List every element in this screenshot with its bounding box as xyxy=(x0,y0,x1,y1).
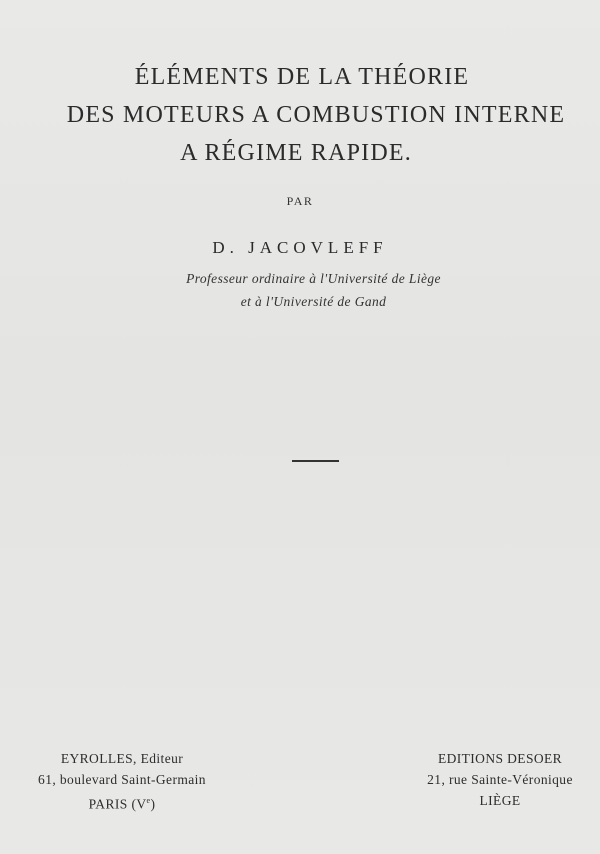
book-title xyxy=(0,58,600,172)
publisher-liege-address: 21, rue Sainte-Véronique xyxy=(427,772,573,787)
title-line-2: DES MOTEURS A COMBUSTION INTERNE xyxy=(66,102,566,128)
publisher-paris-name: EYROLLES, Editeur xyxy=(60,751,184,766)
publisher-liege-city: LIÈGE xyxy=(479,793,521,808)
author-affiliation-line-1: Professeur ordinaire à l'Université de Liège xyxy=(186,271,441,286)
divider-rule xyxy=(292,460,339,462)
publisher-paris xyxy=(22,748,222,815)
publisher-liege-name: EDITIONS DESOER xyxy=(437,751,563,766)
publisher-paris-address: 61, boulevard Saint-Germain xyxy=(38,772,206,787)
publisher-paris-city: PARIS (Ve) xyxy=(88,796,156,812)
author-affiliation-line-2: et à l'Université de Gand xyxy=(240,294,387,309)
publisher-liege xyxy=(410,748,590,811)
by-label: PAR xyxy=(286,194,314,208)
title-line-1: ÉLÉMENTS DE LA THÉORIE xyxy=(134,64,470,90)
author-name: D. JACOVLEFF xyxy=(212,238,388,257)
title-line-3: A RÉGIME RAPIDE. xyxy=(180,140,412,166)
